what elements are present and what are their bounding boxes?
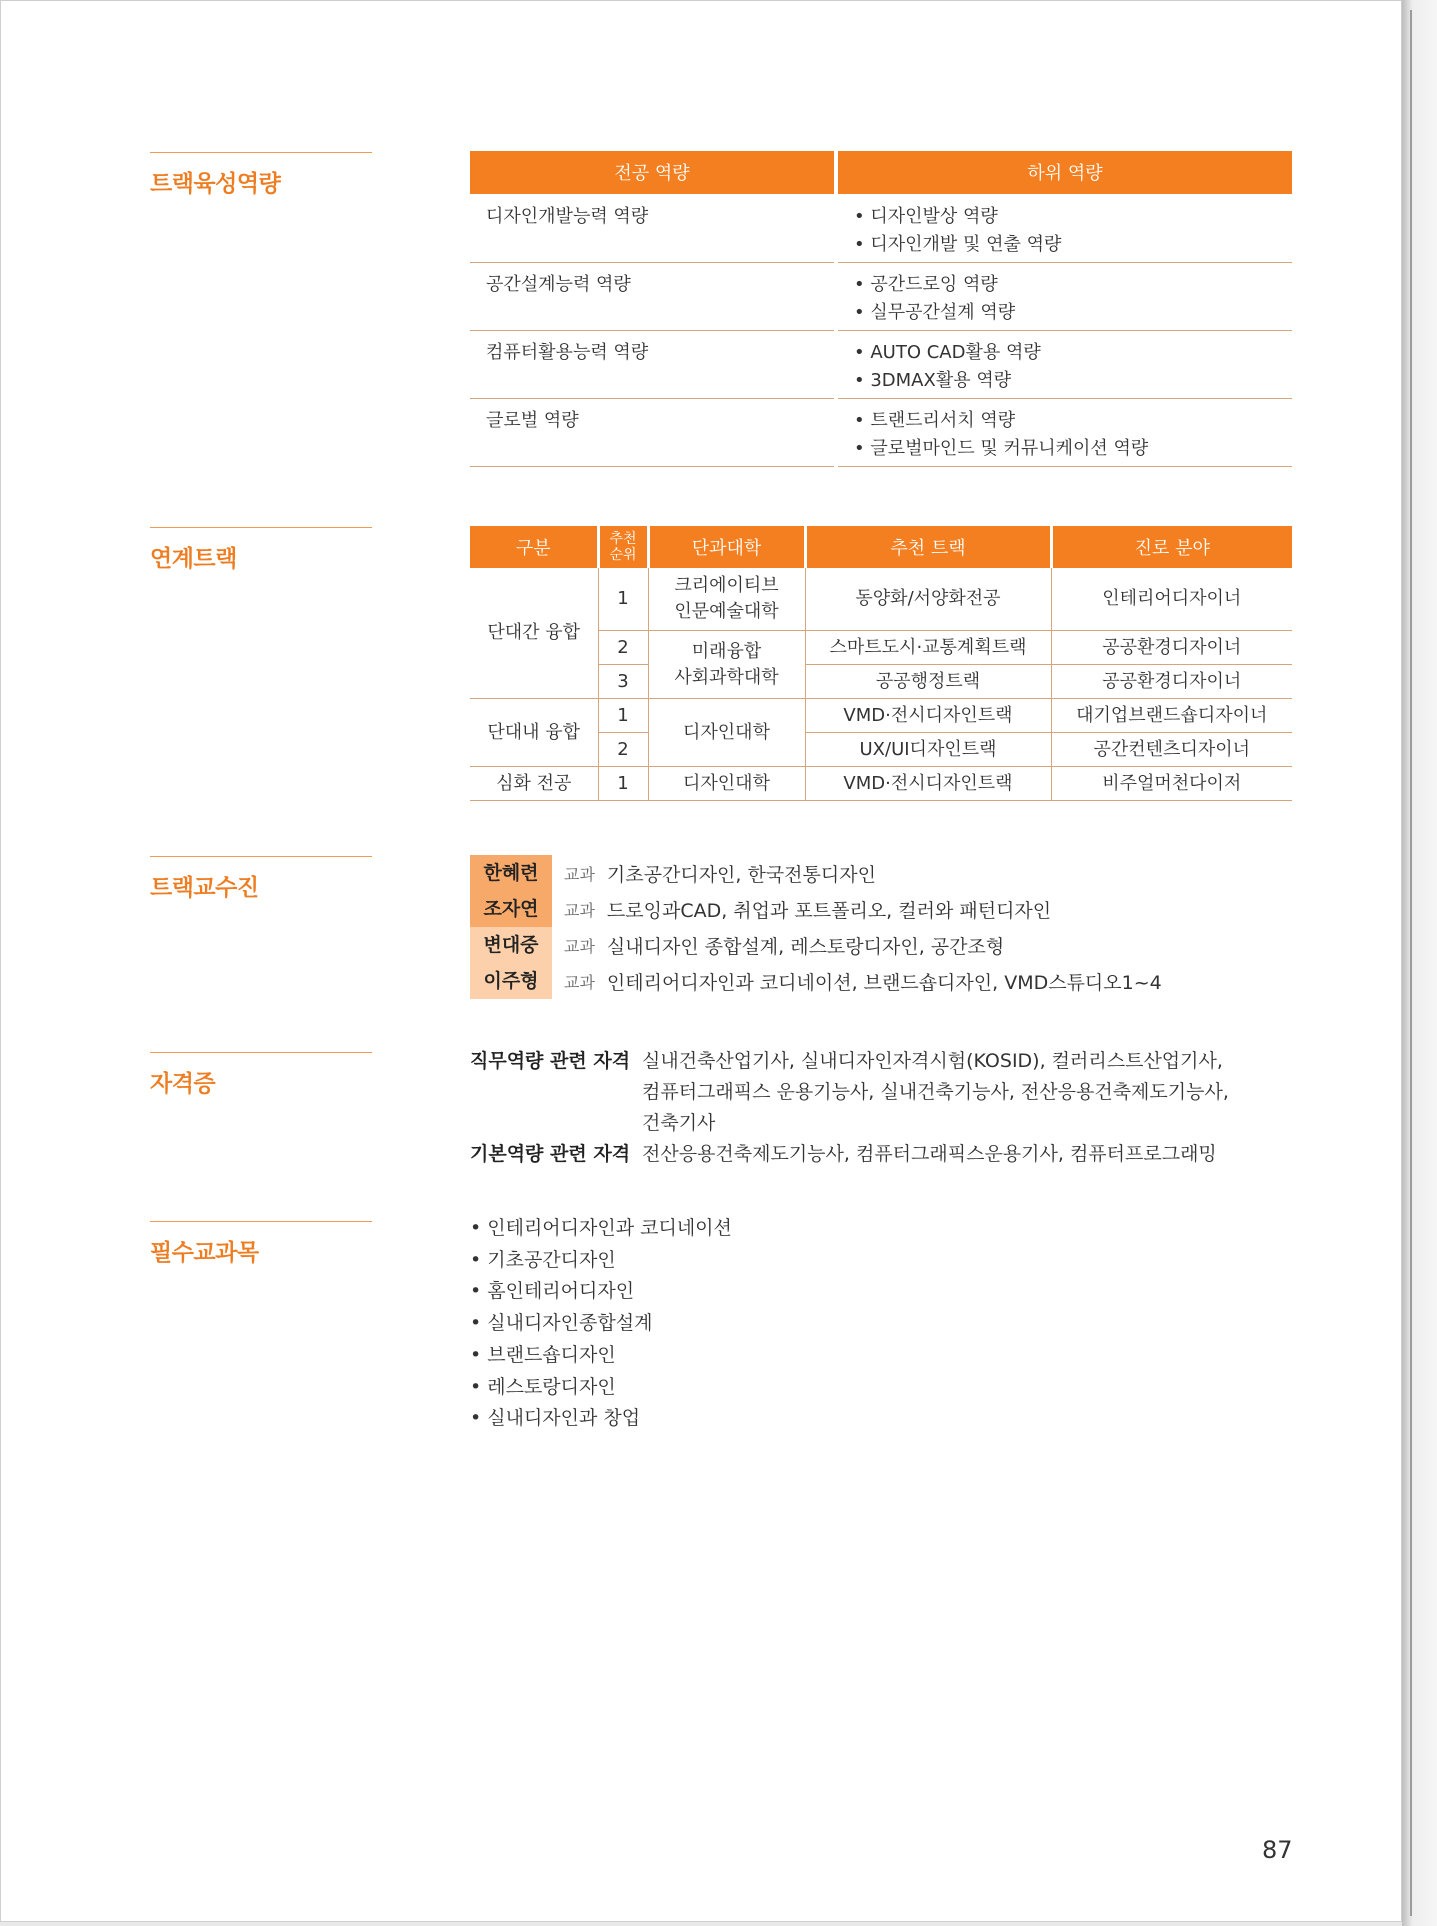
certificate-label: 기본역량 관련 자격 xyxy=(470,1143,631,1165)
professor-name: 조자연 xyxy=(470,891,552,927)
certificate-values: 실내건축산업기사, 실내디자인자격시험(KOSID), 컬러리스트산업기사, 컴퓨터그래픽스 운용기능사, 실내건축기능사, 전산응용건축제도기능사, 건축기사 xyxy=(642,1050,1229,1134)
certificate-values: 전산응용건축제도기능사, 컴퓨터그래픽스운용기사, 컴퓨터프로그래밍 xyxy=(642,1143,1217,1165)
list-item: • 실내디자인종합설계 xyxy=(470,1308,732,1340)
linked-career: 대기업브랜드숍디자이너 xyxy=(1051,699,1292,733)
list-item: • 홈인테리어디자인 xyxy=(470,1276,732,1308)
competency-major: 컴퓨터활용능력 역량 xyxy=(470,330,836,398)
professor-list xyxy=(470,855,1162,999)
list-item: • 브랜드숍디자인 xyxy=(470,1340,732,1372)
list-item: • 인테리어디자인과 코디네이션 xyxy=(470,1213,732,1245)
linked-track-table xyxy=(470,526,1292,801)
linked-rank: 1 xyxy=(598,699,648,733)
required-course-list xyxy=(470,1213,732,1435)
list-item xyxy=(470,855,1162,891)
table-row xyxy=(470,767,1292,801)
list-item xyxy=(470,963,1162,999)
linked-career: 공간컨텐츠디자이너 xyxy=(1051,733,1292,767)
linked-track: VMD·전시디자인트랙 xyxy=(805,767,1051,801)
linked-college: 크리에이티브 인문예술대학 xyxy=(648,568,805,631)
linked-rank: 2 xyxy=(598,733,648,767)
professor-name: 이주형 xyxy=(470,963,552,999)
linked-rank: 2 xyxy=(598,631,648,665)
competency-sub: • 공간드로잉 역량 • 실무공간설계 역량 xyxy=(836,262,1292,330)
professor-role: 교과 xyxy=(564,936,595,956)
competency-sub: • AUTO CAD활용 역량 • 3DMAX활용 역량 xyxy=(836,330,1292,398)
competency-header-major: 전공 역량 xyxy=(470,151,836,194)
professor-name: 한혜련 xyxy=(470,855,552,891)
linked-rank: 1 xyxy=(598,767,648,801)
linked-group: 단대간 융합 xyxy=(470,568,598,699)
list-item xyxy=(470,891,1162,927)
linked-career: 인테리어디자이너 xyxy=(1051,568,1292,631)
professor-subjects: 실내디자인 종합설계, 레스토랑디자인, 공간조형 xyxy=(606,935,1005,958)
linked-rank: 1 xyxy=(598,568,648,631)
linked-group: 심화 전공 xyxy=(470,767,598,801)
section-label-competency: 트랙육성역량 xyxy=(150,152,372,198)
page-edge-line xyxy=(1410,10,1412,1916)
linked-header-career: 진로 분야 xyxy=(1051,526,1292,568)
certificate-list xyxy=(470,1046,1262,1170)
linked-career: 공공환경디자이너 xyxy=(1051,631,1292,665)
section-label-professors: 트랙교수진 xyxy=(150,856,372,902)
table-row xyxy=(470,330,1292,398)
competency-major: 디자인개발능력 역량 xyxy=(470,194,836,262)
table-row xyxy=(470,398,1292,466)
table-row xyxy=(470,194,1292,262)
linked-track: 동양화/서양화전공 xyxy=(805,568,1051,631)
professor-name: 변대중 xyxy=(470,927,552,963)
linked-career: 공공환경디자이너 xyxy=(1051,665,1292,699)
professor-role: 교과 xyxy=(564,972,595,992)
linked-track: 공공행정트랙 xyxy=(805,665,1051,699)
linked-header-rank: 추천 순위 xyxy=(598,526,648,568)
linked-rank: 3 xyxy=(598,665,648,699)
list-item xyxy=(470,1139,1262,1170)
section-label-required: 필수교과목 xyxy=(150,1221,372,1267)
list-item: • 실내디자인과 창업 xyxy=(470,1403,732,1435)
section-label-linked: 연계트랙 xyxy=(150,527,372,573)
professor-subjects: 드로잉과CAD, 취업과 포트폴리오, 컬러와 패턴디자인 xyxy=(606,899,1052,922)
competency-header-sub: 하위 역량 xyxy=(836,151,1292,194)
table-row xyxy=(470,699,1292,733)
professor-role: 교과 xyxy=(564,900,595,920)
certificate-label: 직무역량 관련 자격 xyxy=(470,1050,631,1072)
competency-table xyxy=(470,151,1292,467)
linked-career: 비주얼머천다이저 xyxy=(1051,767,1292,801)
table-row xyxy=(470,262,1292,330)
linked-track: UX/UI디자인트랙 xyxy=(805,733,1051,767)
list-item: • 레스토랑디자인 xyxy=(470,1372,732,1404)
competency-major: 글로벌 역량 xyxy=(470,398,836,466)
linked-header-category: 구분 xyxy=(470,526,598,568)
page-edge-shadow xyxy=(1402,0,1437,1926)
linked-college: 디자인대학 xyxy=(648,699,805,767)
table-row xyxy=(470,568,1292,631)
linked-header-track: 추천 트랙 xyxy=(805,526,1051,568)
linked-college: 미래융합 사회과학대학 xyxy=(648,631,805,699)
section-label-certificates: 자격증 xyxy=(150,1052,372,1098)
list-item xyxy=(470,1046,1262,1139)
professor-role: 교과 xyxy=(564,864,595,884)
list-item xyxy=(470,927,1162,963)
competency-major: 공간설계능력 역량 xyxy=(470,262,836,330)
linked-track: 스마트도시·교통계획트랙 xyxy=(805,631,1051,665)
professor-subjects: 기초공간디자인, 한국전통디자인 xyxy=(606,863,876,886)
professor-subjects: 인테리어디자인과 코디네이션, 브랜드숍디자인, VMD스튜디오1~4 xyxy=(606,971,1162,994)
page-number: 87 xyxy=(1262,1836,1293,1864)
linked-group: 단대내 융합 xyxy=(470,699,598,767)
competency-sub: • 트랜드리서치 역량 • 글로벌마인드 및 커뮤니케이션 역량 xyxy=(836,398,1292,466)
list-item: • 기초공간디자인 xyxy=(470,1245,732,1277)
linked-track: VMD·전시디자인트랙 xyxy=(805,699,1051,733)
competency-sub: • 디자인발상 역량 • 디자인개발 및 연출 역량 xyxy=(836,194,1292,262)
linked-header-college: 단과대학 xyxy=(648,526,805,568)
linked-college: 디자인대학 xyxy=(648,767,805,801)
